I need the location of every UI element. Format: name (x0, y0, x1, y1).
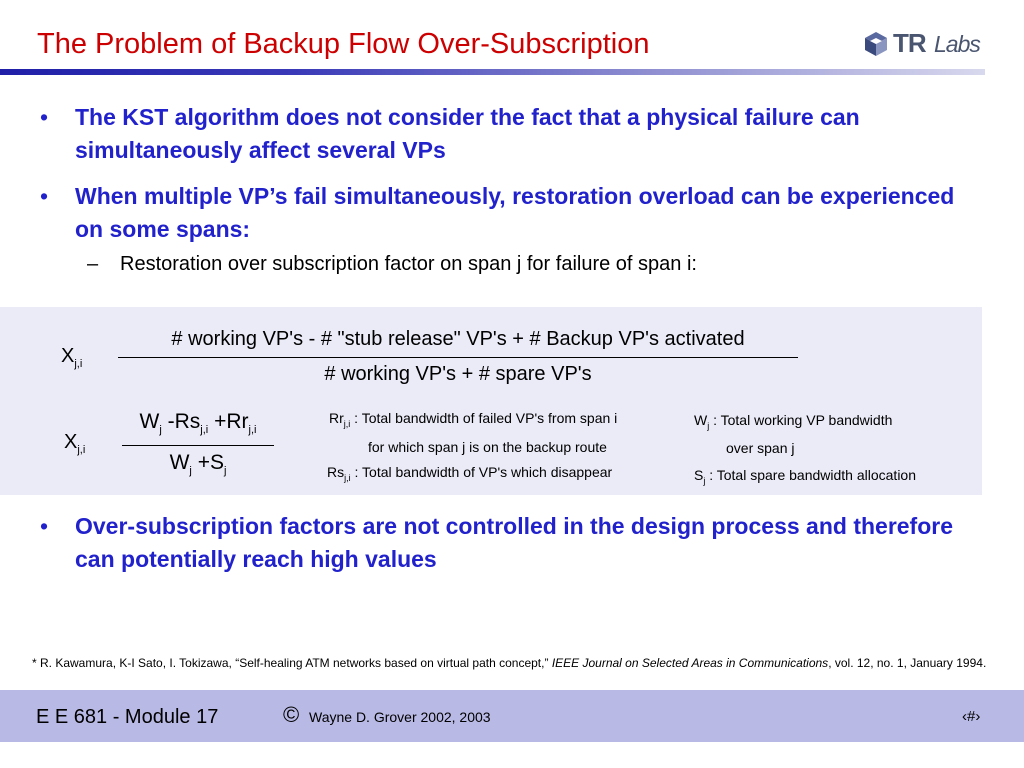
logo-labs: Labs (934, 31, 980, 57)
bullet-marker: • (40, 104, 49, 130)
formula1-fraction-bar (118, 357, 798, 358)
formula1-numerator: # working VP's - # "stub release" VP's + # Backup VP's activated (171, 328, 745, 350)
footer-bar (0, 690, 1024, 742)
bullet-text: When multiple VP’s fail simultaneously, restoration overload can be experienced on some spans: (75, 183, 955, 242)
title-divider (0, 69, 985, 75)
formula1-denominator: # working VP's + # spare VP's (324, 363, 592, 385)
bullet-marker: • (40, 513, 49, 539)
formula2-numerator: $W_j$ $-Rs_{j,i} +Rr_{j,i}$ (139, 410, 257, 437)
bullet-marker: • (40, 183, 49, 209)
formula1-lhs: $X_{j,i}$ (61, 345, 83, 370)
def-w: $W_j$ : Total working VP bandwidth (694, 412, 893, 431)
def-s: $S_j$ : Total spare bandwidth allocation (694, 467, 917, 486)
bullet-text: The KST algorithm does not consider the fact that a physical failure can simultaneously affect several VPs (75, 104, 860, 163)
sub-bullet-text: Restoration over subscription factor on span j for failure of span i: (120, 253, 697, 275)
def-rr-cont: for which span j is on the backup route (368, 439, 607, 455)
slide-number: ‹#› (962, 708, 981, 725)
sub-bullet-marker: – (87, 253, 99, 275)
footnote-journal: IEEE Journal on Selected Areas in Communications (551, 656, 829, 670)
author-label: Wayne D. Grover 2002, 2003 (309, 709, 491, 725)
bullet-list-2 (40, 510, 980, 576)
bullet-text: Over-subscription factors are not controlled in the design process and therefore can potentially reach high values (75, 513, 954, 572)
sub-bullet-item (40, 250, 980, 278)
bullet-item (40, 180, 980, 246)
bullet-item (40, 101, 980, 167)
def-w-cont: over span j (726, 440, 795, 456)
footnote: * R. Kawamura, K-I Sato, I. Tokizawa, “Self-healing ATM networks based on virtual path concept,” IEEE Journal on Selected Areas in Communications, vol. 12, no. 1, January 1994. (32, 656, 987, 670)
trlabs-logo-icon (862, 30, 890, 58)
trlabs-logo (862, 28, 984, 62)
bullet-list (40, 101, 980, 278)
course-label: E E 681 - Module 17 (36, 706, 219, 728)
slide-title: The Problem of Backup Flow Over-Subscription (37, 28, 650, 60)
copyright-icon: © (283, 702, 300, 727)
formula2-denominator: $W_j +S_j$ (169, 451, 227, 478)
formula2-lhs: $X_{j,i}$ (64, 431, 86, 456)
bullet-item (40, 510, 980, 576)
formula-panel (0, 307, 982, 495)
formula2-fraction-bar (122, 445, 274, 446)
def-rr: $Rr_{j,i}$ : Total bandwidth of failed VP's from span i (329, 410, 618, 429)
logo-tr: TR (893, 28, 926, 58)
def-rs: $Rs_{j,i}$ : Total bandwidth of VP's which disappear (327, 464, 613, 483)
